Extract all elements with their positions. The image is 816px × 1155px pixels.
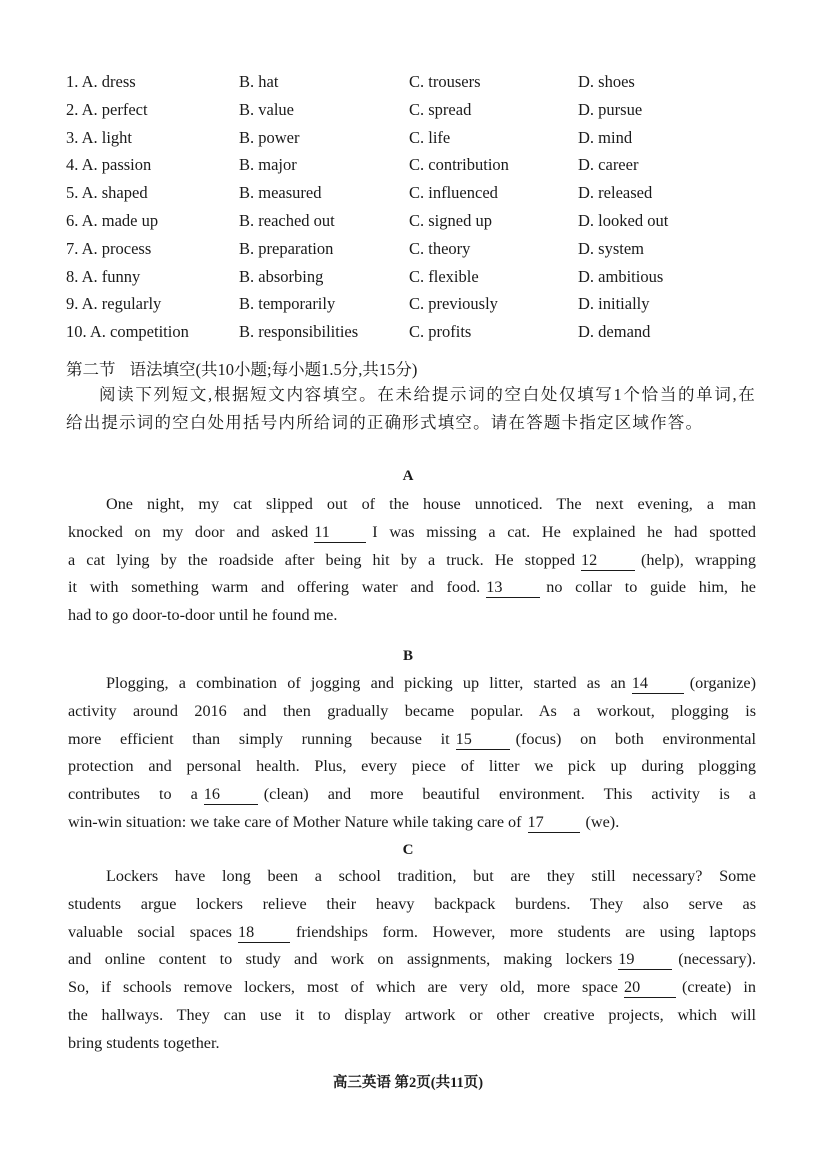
option-b: B. measured (239, 183, 322, 203)
text-segment: (organize) (689, 674, 756, 692)
text-segment: activity around 2016 and then gradually became popular. As a workout, plogging is (68, 701, 756, 720)
option-b: B. value (239, 99, 294, 119)
text-segment: protection and personal health. Plus, every piece of litter we pick up during plogging (68, 757, 756, 776)
text-line (68, 519, 756, 547)
blank-18[interactable]: 18 (238, 922, 290, 943)
option-a: 9. A. regularly (66, 294, 162, 314)
option-row (66, 318, 766, 346)
text-segment: more efficient than simply running because it (68, 729, 450, 748)
passage-a-heading: A (402, 468, 414, 484)
text-line (68, 602, 756, 630)
option-b: B. major (239, 155, 297, 175)
text-segment: friendships form. However, more students are using laptops (295, 922, 756, 941)
option-b: B. temporarily (239, 294, 336, 314)
option-row (66, 96, 766, 124)
option-c: C. theory (409, 238, 471, 258)
option-a: 5. A. shaped (66, 183, 148, 203)
option-c: C. signed up (409, 210, 492, 230)
option-d: D. demand (578, 322, 651, 342)
text-segment: had to go door-to-door until he found me. (68, 606, 338, 625)
option-b: B. responsibilities (239, 322, 359, 342)
text-segment: So, if schools remove lockers, most of which are very old, more space (68, 978, 618, 997)
option-d: D. career (578, 155, 639, 175)
text-segment: knocked on my door and asked (68, 522, 309, 541)
section-instructions: 阅读下列短文,根据短文内容填空。在未给提示词的空白处仅填写1个恰当的单词,在给出提示词的空白处用括号内所给词的正确形式填空。请在答题卡指定区域作答。 (66, 385, 756, 432)
option-a: 1. A. dress (66, 72, 136, 91)
text-segment: students argue lockers relieve their heavy backpack burdens. They also serve as (68, 894, 756, 913)
text-line (68, 753, 756, 781)
blank-19[interactable]: 19 (618, 949, 672, 970)
passage-c-heading: C (402, 842, 414, 858)
text-line (68, 891, 756, 919)
blank-20[interactable]: 20 (624, 977, 676, 998)
option-a: 8. A. funny (66, 266, 141, 286)
text-segment: One night, my cat slipped out of the house unnoticed. The next evening, a man (106, 495, 756, 513)
option-row (66, 207, 766, 235)
option-c: C. influenced (409, 183, 498, 203)
option-a: 7. A. process (66, 238, 152, 258)
text-line (68, 574, 756, 602)
option-row (66, 151, 766, 179)
option-b: B. hat (239, 72, 279, 91)
text-line (68, 491, 756, 519)
option-c: C. profits (409, 322, 472, 342)
option-row (66, 68, 766, 96)
option-b: B. power (239, 127, 300, 147)
blank-17[interactable]: 17 (528, 812, 580, 833)
text-segment: Lockers have long been a school tradition, but are they still necessary? Some (106, 867, 756, 885)
text-segment: win-win situation: we take care of Mother Nature while taking care of (68, 812, 522, 831)
option-d: D. released (578, 183, 653, 203)
option-b: B. preparation (239, 238, 334, 258)
text-line (68, 1002, 756, 1030)
text-segment: valuable social spaces (68, 922, 232, 941)
text-segment: a cat lying by the roadside after being hit by a truck. He stopped (68, 550, 576, 569)
text-segment: (create) in (682, 978, 757, 997)
option-d: D. mind (578, 127, 633, 147)
option-row (66, 124, 766, 152)
text-line (68, 670, 756, 698)
text-segment: and online content to study and work on assignments, making lockers (68, 950, 613, 969)
blank-15[interactable]: 15 (456, 729, 510, 750)
option-a: 2. A. perfect (66, 99, 148, 119)
option-c: C. spread (409, 99, 472, 119)
blank-16[interactable]: 16 (204, 784, 258, 805)
blank-14[interactable]: 14 (632, 673, 684, 694)
text-line (68, 919, 756, 947)
option-a: 3. A. light (66, 127, 133, 147)
text-line (68, 781, 756, 809)
text-segment: (help), wrapping (641, 550, 756, 569)
text-line (68, 698, 756, 726)
text-segment: no collar to guide him, he (546, 578, 756, 597)
text-segment: (we). (585, 812, 620, 831)
text-line (68, 1030, 756, 1058)
text-line (68, 946, 756, 974)
option-d: D. initially (578, 294, 650, 314)
text-line (68, 809, 756, 837)
text-line (68, 547, 756, 575)
option-b: B. reached out (239, 210, 335, 230)
option-row (66, 235, 766, 263)
blank-11[interactable]: 11 (314, 522, 366, 543)
section-heading: 语法填空(共10小题;每小题1.5分,共15分) (129, 360, 418, 379)
option-d: D. looked out (578, 210, 669, 230)
passage-b-heading: B (402, 648, 413, 664)
text-line (68, 863, 756, 891)
option-c: C. life (409, 127, 451, 147)
passage-a (68, 491, 756, 630)
option-row (66, 179, 766, 207)
option-b: B. absorbing (239, 266, 324, 286)
page-footer: 高三英语 第2页(共11页) (332, 1075, 484, 1091)
option-a: 10. A. competition (66, 322, 189, 342)
option-a: 6. A. made up (66, 210, 159, 230)
text-segment: (focus) on both environmental (515, 729, 756, 748)
text-segment: bring students together. (68, 1033, 220, 1052)
text-segment: I was missing a cat. He explained he had spotted (372, 522, 756, 541)
option-a: 4. A. passion (66, 155, 152, 175)
option-row (66, 263, 766, 291)
text-line (68, 974, 756, 1002)
text-segment: (necessary). (678, 950, 756, 969)
section-label: 第二节 (66, 360, 116, 379)
section-title (66, 356, 431, 380)
text-line (68, 726, 756, 754)
option-c: C. contribution (409, 155, 509, 175)
option-d: D. ambitious (578, 266, 664, 286)
option-c: C. trousers (409, 72, 481, 91)
option-c: C. previously (409, 294, 498, 314)
text-segment: the hallways. They can use it to display artwork or other creative projects, which will (68, 1005, 756, 1024)
text-segment: Plogging, a combination of jogging and picking up litter, started as an (106, 674, 626, 692)
passage-b (68, 670, 756, 837)
text-segment: (clean) and more beautiful environment. This activity is a (263, 785, 756, 804)
option-d: D. system (578, 238, 644, 258)
option-d: D. pursue (578, 99, 643, 119)
option-c: C. flexible (409, 266, 479, 286)
options-table (66, 68, 766, 346)
option-d: D. shoes (578, 72, 635, 91)
blank-12[interactable]: 12 (581, 550, 635, 571)
option-row (66, 290, 766, 318)
blank-13[interactable]: 13 (486, 577, 540, 598)
passage-c (68, 863, 756, 1058)
text-segment: contributes to a (68, 785, 198, 804)
text-segment: it with something warm and offering water and food. (68, 578, 481, 597)
